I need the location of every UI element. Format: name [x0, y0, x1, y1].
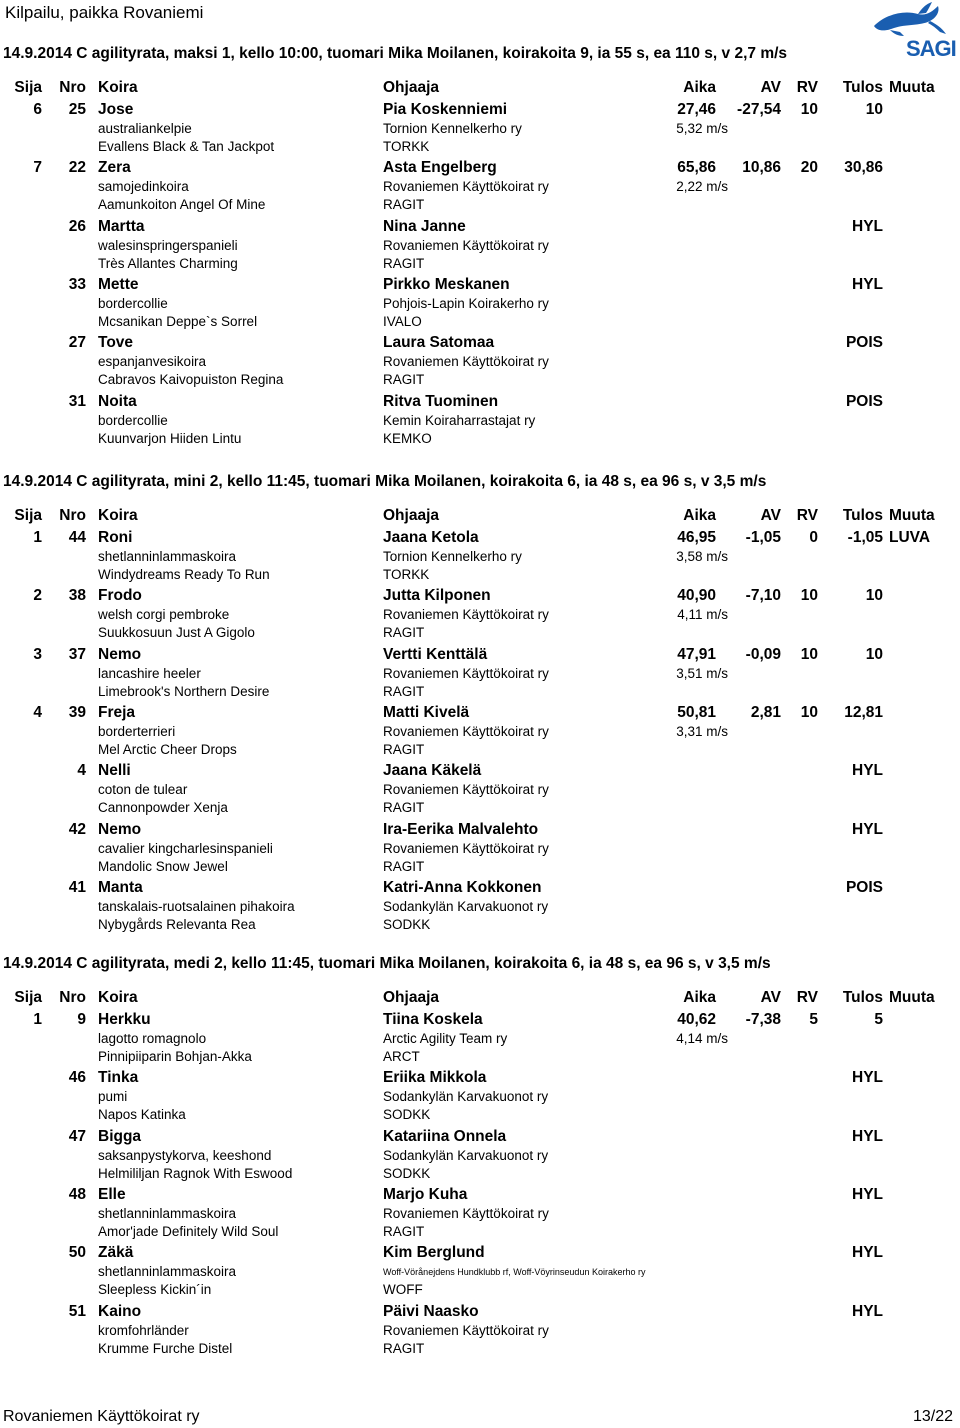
col-sija: Sija — [14, 79, 42, 96]
footer-club: Rovaniemen Käyttökoirat ry — [3, 1408, 200, 1425]
aika-cell: 46,95 — [677, 529, 716, 546]
av-cell: -7,38 — [745, 1011, 781, 1028]
nro-cell: 44 — [68, 529, 86, 546]
section-title: 14.9.2014 C agilityrata, medi 2, kello 11:45, tuomari Mika Moilanen, koirakoita 6, ia 48 s, ea 96 s, v 3,5 m/s — [3, 955, 771, 972]
column-header-row — [0, 79, 960, 99]
col-rv: RV — [796, 507, 818, 524]
result-detail-row — [0, 549, 960, 566]
result-detail-row — [0, 314, 960, 331]
dog-name: Zäkä — [98, 1244, 134, 1262]
nro-cell: 37 — [68, 645, 86, 663]
breed: borderterrieri — [98, 723, 176, 739]
club-abbreviation: SODKK — [383, 1107, 431, 1123]
handler-name: Tiina Koskela — [383, 1011, 483, 1028]
result-detail-row — [0, 1148, 960, 1165]
result-detail-row — [0, 859, 960, 876]
result-row — [0, 159, 960, 178]
result-row — [0, 1011, 960, 1030]
club-name: Sodankylän Karvakuonot ry — [383, 898, 549, 914]
nro-cell: 50 — [68, 1244, 86, 1262]
dog-name: Manta — [98, 878, 143, 896]
club-abbreviation: RAGIT — [383, 1223, 425, 1239]
nro-cell: 9 — [77, 1011, 86, 1028]
breed: bordercollie — [98, 295, 168, 311]
result-detail-row — [0, 899, 960, 916]
nro-cell: 39 — [68, 703, 86, 721]
handler-name: Nina Janne — [383, 217, 466, 235]
club-name: Arctic Agility Team ry — [383, 1031, 508, 1046]
nro-cell: 46 — [68, 1069, 86, 1087]
breed: australiankelpie — [98, 121, 192, 136]
result-detail-row — [0, 1049, 960, 1066]
nro-cell: 48 — [68, 1185, 86, 1203]
breed: pumi — [98, 1089, 128, 1105]
dog-name: Roni — [98, 529, 133, 546]
result-detail-row — [0, 354, 960, 371]
handler-name: Kim Berglund — [383, 1244, 485, 1262]
club-name: Rovaniemen Käyttökoirat ry — [383, 782, 549, 798]
handler-name: Vertti Kenttälä — [383, 645, 488, 663]
result-row — [0, 704, 960, 723]
col-tulos: Tulos — [842, 507, 883, 524]
col-aika: Aika — [683, 989, 716, 1006]
muuta-cell: LUVA — [889, 529, 931, 546]
col-aika: Aika — [683, 79, 716, 96]
result-row — [0, 1303, 960, 1322]
result-detail-row — [0, 724, 960, 741]
registered-name: Nybygårds Relevanta Rea — [98, 916, 256, 932]
registered-name: Kuunvarjon Hiiden Lintu — [98, 430, 242, 446]
col-nro: Nro — [59, 79, 86, 96]
registered-name: Mandolic Snow Jewel — [98, 858, 228, 874]
section-title: 14.9.2014 C agilityrata, mini 2, kello 11:45, tuomari Mika Moilanen, koirakoita 6, ia 48 s, ea 96 s, v 3,5 m/s — [3, 473, 767, 490]
aika-cell: 50,81 — [677, 703, 716, 721]
av-cell: -7,10 — [745, 587, 781, 605]
result-detail-row — [0, 372, 960, 389]
result-row — [0, 1186, 960, 1205]
rv-cell: 10 — [800, 587, 818, 605]
handler-name: Marjo Kuha — [383, 1185, 468, 1203]
dog-name: Noita — [98, 392, 137, 410]
sija-cell: 2 — [33, 587, 42, 605]
nro-cell: 51 — [68, 1302, 86, 1320]
tulos-cell: POIS — [845, 334, 883, 352]
tulos-cell: HYL — [852, 1185, 883, 1203]
col-muuta: Muuta — [889, 989, 935, 1006]
runner-dog-icon — [860, 0, 956, 40]
tulos-cell: -1,05 — [847, 529, 883, 546]
breed: lancashire heeler — [98, 665, 201, 681]
result-row — [0, 821, 960, 840]
dog-name: Nemo — [98, 645, 142, 663]
registered-name: Napos Katinka — [98, 1107, 186, 1123]
tulos-cell: POIS — [845, 878, 883, 896]
tulos-cell: HYL — [852, 217, 883, 235]
handler-name: Pia Koskenniemi — [383, 101, 508, 118]
breed: lagotto romagnolo — [98, 1031, 207, 1046]
registered-name: Krumme Furche Distel — [98, 1340, 233, 1356]
result-detail-row — [0, 1282, 960, 1299]
club-name: Rovaniemen Käyttökoirat ry — [383, 1322, 549, 1338]
result-detail-row — [0, 625, 960, 642]
result-row — [0, 529, 960, 548]
nro-cell: 47 — [68, 1127, 86, 1145]
dog-name: Elle — [98, 1185, 126, 1203]
rv-cell: 20 — [800, 159, 818, 177]
col-rv: RV — [796, 989, 818, 1006]
club-abbreviation: RAGIT — [383, 1340, 425, 1356]
av-cell: -27,54 — [737, 101, 781, 118]
club-name: Pohjois-Lapin Koirakerho ry — [383, 295, 549, 311]
handler-name: Ira-Eerika Malvalehto — [383, 820, 539, 838]
av-cell: 2,81 — [750, 703, 781, 721]
club-abbreviation: RAGIT — [383, 800, 425, 816]
sija-cell: 6 — [33, 101, 42, 118]
result-detail-row — [0, 841, 960, 858]
breed: kromfohrländer — [98, 1322, 189, 1338]
dog-name: Tinka — [98, 1069, 139, 1087]
club-abbreviation: WOFF — [383, 1282, 423, 1298]
club-abbreviation: RAGIT — [383, 741, 425, 757]
tulos-cell: HYL — [852, 1069, 883, 1087]
col-av: AV — [760, 989, 781, 1006]
tulos-cell: HYL — [852, 1302, 883, 1320]
tulos-cell: 10 — [865, 587, 883, 605]
registered-name: Limebrook's Northern Desire — [98, 683, 270, 699]
aika-cell: 27,46 — [677, 101, 716, 118]
club-name: Sodankylän Karvakuonot ry — [383, 1089, 549, 1105]
registered-name: Amor'jade Definitely Wild Soul — [98, 1223, 279, 1239]
nro-cell: 4 — [77, 762, 86, 780]
handler-name: Jaana Ketola — [383, 529, 479, 546]
result-detail-row — [0, 917, 960, 934]
col-ohjaaja: Ohjaaja — [383, 507, 439, 524]
col-koira: Koira — [98, 507, 138, 524]
handler-name: Jutta Kilponen — [383, 587, 491, 605]
rv-cell: 10 — [800, 703, 818, 721]
handler-name: Matti Kivelä — [383, 703, 470, 721]
club-name: Rovaniemen Käyttökoirat ry — [383, 665, 549, 681]
dog-name: Tove — [98, 334, 134, 352]
result-row — [0, 1244, 960, 1263]
rv-cell: 0 — [809, 529, 818, 546]
speed: 4,14 m/s — [676, 1031, 728, 1046]
result-detail-row — [0, 179, 960, 196]
sija-cell: 1 — [33, 529, 42, 546]
sagi-logo — [860, 0, 956, 64]
breed: coton de tulear — [98, 782, 188, 798]
col-sija: Sija — [14, 507, 42, 524]
result-detail-row — [0, 197, 960, 214]
result-row — [0, 879, 960, 898]
dog-name: Kaino — [98, 1302, 142, 1320]
col-muuta: Muuta — [889, 507, 935, 524]
col-nro: Nro — [59, 507, 86, 524]
aika-cell: 40,90 — [677, 587, 716, 605]
tulos-cell: 5 — [874, 1011, 883, 1028]
tulos-cell: 12,81 — [844, 703, 883, 721]
club-abbreviation: RAGIT — [383, 625, 425, 641]
breed: espanjanvesikoira — [98, 354, 207, 370]
speed: 2,22 m/s — [676, 179, 728, 195]
dog-name: Nemo — [98, 820, 142, 838]
dog-name: Zera — [98, 159, 131, 177]
nro-cell: 25 — [68, 101, 86, 118]
col-tulos: Tulos — [842, 79, 883, 96]
result-row — [0, 1069, 960, 1088]
result-row — [0, 393, 960, 412]
tulos-cell: POIS — [845, 392, 883, 410]
col-koira: Koira — [98, 989, 138, 1006]
dog-name: Frodo — [98, 587, 142, 605]
handler-name: Laura Satomaa — [383, 334, 495, 352]
handler-name: Ritva Tuominen — [383, 392, 499, 410]
col-aika: Aika — [683, 507, 716, 524]
club-name: Rovaniemen Käyttökoirat ry — [383, 179, 549, 195]
nro-cell: 41 — [68, 878, 86, 896]
registered-name: Mel Arctic Cheer Drops — [98, 741, 237, 757]
col-nro: Nro — [59, 989, 86, 1006]
col-av: AV — [760, 507, 781, 524]
result-detail-row — [0, 1089, 960, 1106]
section-title: 14.9.2014 C agilityrata, maksi 1, kello 10:00, tuomari Mika Moilanen, koirakoita 9, ia 55 s, ea 110 s, v 2,7 m/s — [3, 45, 788, 62]
column-header-row — [0, 507, 960, 527]
result-row — [0, 276, 960, 295]
col-ohjaaja: Ohjaaja — [383, 79, 439, 96]
registered-name: Aamunkoiton Angel Of Mine — [98, 197, 266, 213]
club-abbreviation: TORKK — [383, 567, 430, 582]
handler-name: Jaana Käkelä — [383, 762, 482, 780]
tulos-cell: HYL — [852, 820, 883, 838]
result-detail-row — [0, 431, 960, 448]
club-abbreviation: KEMKO — [383, 430, 432, 446]
club-abbreviation: TORKK — [383, 139, 430, 154]
col-muuta: Muuta — [889, 79, 935, 96]
dog-name: Bigga — [98, 1127, 142, 1145]
result-detail-row — [0, 567, 960, 584]
column-header-row — [0, 989, 960, 1009]
result-detail-row — [0, 742, 960, 759]
nro-cell: 27 — [68, 334, 86, 352]
tulos-cell: HYL — [852, 1244, 883, 1262]
registered-name: Pinnipiiparin Bohjan-Akka — [98, 1049, 252, 1064]
club-name: Woff-Vörånejdens Hundklubb rf, Woff-Vöyrinseudun Koirakerho ry — [383, 1267, 646, 1278]
page-title: Kilpailu, paikka Rovaniemi — [5, 3, 204, 22]
breed: shetlanninlammaskoira — [98, 549, 237, 564]
speed: 5,32 m/s — [676, 121, 728, 136]
aika-cell: 47,91 — [677, 645, 716, 663]
registered-name: Suukkosuun Just A Gigolo — [98, 625, 255, 641]
club-name: Rovaniemen Käyttökoirat ry — [383, 840, 549, 856]
sija-cell: 3 — [33, 645, 42, 663]
col-koira: Koira — [98, 79, 138, 96]
club-name: Rovaniemen Käyttökoirat ry — [383, 237, 549, 253]
nro-cell: 42 — [68, 820, 86, 838]
result-row — [0, 101, 960, 120]
result-row — [0, 218, 960, 237]
club-abbreviation: RAGIT — [383, 683, 425, 699]
breed: bordercollie — [98, 412, 168, 428]
sija-cell: 7 — [33, 159, 42, 177]
result-detail-row — [0, 782, 960, 799]
result-detail-row — [0, 296, 960, 313]
club-abbreviation: SODKK — [383, 1165, 431, 1181]
speed: 3,58 m/s — [676, 549, 728, 564]
club-name: Tornion Kennelkerho ry — [383, 121, 522, 136]
club-abbreviation: ARCT — [383, 1049, 420, 1064]
handler-name: Eriika Mikkola — [383, 1069, 487, 1087]
speed: 4,11 m/s — [677, 607, 728, 623]
result-detail-row — [0, 1264, 960, 1281]
handler-name: Katri-Anna Kokkonen — [383, 878, 542, 896]
dog-name: Jose — [98, 101, 134, 118]
result-detail-row — [0, 238, 960, 255]
col-sija: Sija — [14, 989, 42, 1006]
registered-name: Cannonpowder Xenja — [98, 800, 228, 816]
registered-name: Helmililjan Ragnok With Eswood — [98, 1165, 293, 1181]
tulos-cell: HYL — [852, 275, 883, 293]
result-detail-row — [0, 1341, 960, 1358]
result-detail-row — [0, 1166, 960, 1183]
result-detail-row — [0, 684, 960, 701]
col-ohjaaja: Ohjaaja — [383, 989, 439, 1006]
result-detail-row — [0, 1206, 960, 1223]
result-detail-row — [0, 256, 960, 273]
result-detail-row — [0, 1224, 960, 1241]
dog-name: Mette — [98, 275, 139, 293]
result-row — [0, 334, 960, 353]
nro-cell: 31 — [68, 392, 86, 410]
tulos-cell: HYL — [852, 762, 883, 780]
logo-text: SAGI — [906, 36, 956, 61]
dog-name: Herkku — [98, 1011, 151, 1028]
registered-name: Evallens Black & Tan Jackpot — [98, 139, 275, 154]
result-row — [0, 762, 960, 781]
aika-cell: 40,62 — [677, 1011, 716, 1028]
club-name: Kemin Koiraharrastajat ry — [383, 412, 536, 428]
breed: tanskalais-ruotsalainen pihakoira — [98, 898, 295, 914]
av-cell: 10,86 — [742, 159, 781, 177]
club-abbreviation: RAGIT — [383, 372, 425, 388]
nro-cell: 38 — [68, 587, 86, 605]
registered-name: Sleepless Kickin´in — [98, 1282, 212, 1298]
col-tulos: Tulos — [842, 989, 883, 1006]
sija-cell: 4 — [33, 703, 42, 721]
club-name: Rovaniemen Käyttökoirat ry — [383, 723, 549, 739]
club-abbreviation: SODKK — [383, 916, 431, 932]
club-name: Rovaniemen Käyttökoirat ry — [383, 607, 549, 623]
dog-name: Nelli — [98, 762, 131, 780]
nro-cell: 26 — [68, 217, 86, 235]
breed: walesinspringerspanieli — [98, 237, 238, 253]
av-cell: -0,09 — [745, 645, 781, 663]
handler-name: Päivi Naasko — [383, 1302, 479, 1320]
handler-name: Pirkko Meskanen — [383, 275, 510, 293]
club-name: Rovaniemen Käyttökoirat ry — [383, 1205, 549, 1221]
result-row — [0, 1128, 960, 1147]
breed: shetlanninlammaskoira — [98, 1264, 237, 1280]
club-name: Rovaniemen Käyttökoirat ry — [383, 354, 549, 370]
club-name: Sodankylän Karvakuonot ry — [383, 1147, 549, 1163]
result-detail-row — [0, 1323, 960, 1340]
result-detail-row — [0, 607, 960, 624]
registered-name: Très Allantes Charming — [98, 255, 238, 271]
aika-cell: 65,86 — [677, 159, 716, 177]
speed: 3,31 m/s — [676, 723, 728, 739]
registered-name: Cabravos Kaivopuiston Regina — [98, 372, 284, 388]
nro-cell: 33 — [68, 275, 86, 293]
result-detail-row — [0, 800, 960, 817]
dog-name: Freja — [98, 703, 136, 721]
tulos-cell: HYL — [852, 1127, 883, 1145]
result-row — [0, 646, 960, 665]
rv-cell: 10 — [800, 101, 818, 118]
result-row — [0, 587, 960, 606]
footer-page-number: 13/22 — [912, 1408, 953, 1425]
breed: shetlanninlammaskoira — [98, 1205, 237, 1221]
breed: samojedinkoira — [98, 179, 189, 195]
result-detail-row — [0, 121, 960, 138]
rv-cell: 5 — [809, 1011, 818, 1028]
registered-name: Mcsanikan Deppe`s Sorrel — [98, 313, 258, 329]
col-rv: RV — [796, 79, 818, 96]
av-cell: -1,05 — [745, 529, 781, 546]
result-detail-row — [0, 139, 960, 156]
club-abbreviation: RAGIT — [383, 255, 425, 271]
club-abbreviation: IVALO — [383, 313, 422, 329]
breed: saksanpystykorva, keeshond — [98, 1147, 272, 1163]
breed: welsh corgi pembroke — [98, 607, 230, 623]
result-detail-row — [0, 1107, 960, 1124]
tulos-cell: 30,86 — [844, 159, 883, 177]
col-av: AV — [760, 79, 781, 96]
club-abbreviation: RAGIT — [383, 197, 425, 213]
rv-cell: 10 — [800, 645, 818, 663]
result-detail-row — [0, 413, 960, 430]
breed: cavalier kingcharlesinspanieli — [98, 840, 273, 856]
nro-cell: 22 — [68, 159, 86, 177]
tulos-cell: 10 — [865, 101, 883, 118]
tulos-cell: 10 — [865, 645, 883, 663]
club-abbreviation: RAGIT — [383, 858, 425, 874]
handler-name: Katariina Onnela — [383, 1127, 507, 1145]
result-detail-row — [0, 666, 960, 683]
result-detail-row — [0, 1031, 960, 1048]
dog-name: Martta — [98, 217, 145, 235]
sija-cell: 1 — [33, 1011, 42, 1028]
club-name: Tornion Kennelkerho ry — [383, 549, 522, 564]
registered-name: Windydreams Ready To Run — [98, 567, 270, 582]
speed: 3,51 m/s — [676, 665, 728, 681]
handler-name: Asta Engelberg — [383, 159, 497, 177]
